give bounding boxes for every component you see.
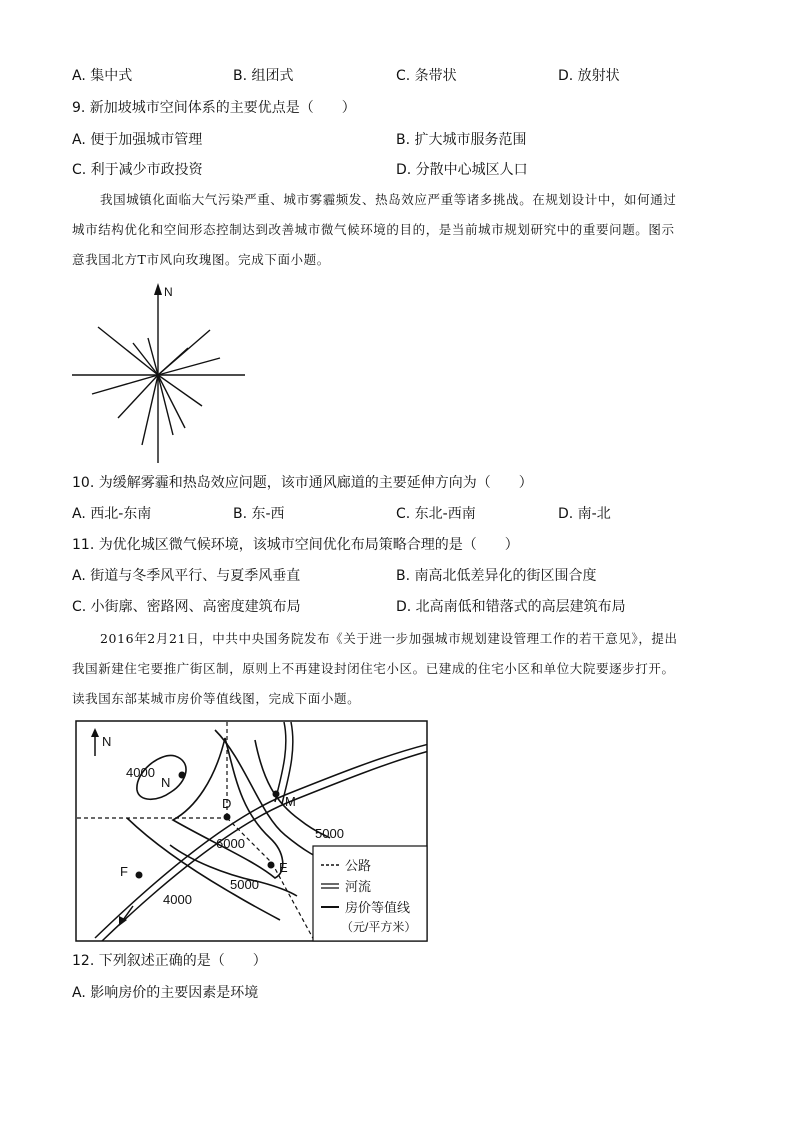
- passage-2: [72, 624, 722, 714]
- contour-label-6000: 6000: [216, 836, 245, 851]
- q9-option-a: A. 便于加强城市管理: [72, 132, 203, 148]
- passage-1-line-1: 我国城镇化面临大气污染严重、城市雾霾频发、热岛效应严重等诸多挑战。在规划设计中，如何通过: [100, 192, 677, 207]
- passage-1-line-3: 意我国北方T市风向玫瑰图。完成下面小题。: [72, 252, 330, 267]
- wind-rose-diagram: [60, 280, 260, 470]
- contour-label-5000-right: 5000: [315, 826, 344, 841]
- q12-stem: 12. 下列叙述正确的是（ ）: [72, 953, 267, 969]
- q8-option-c: C. 条带状: [396, 68, 457, 84]
- point-d-label: D: [222, 796, 232, 811]
- q10-option-d: D. 南-北: [558, 506, 611, 522]
- q8-option-d: D. 放射状: [558, 68, 620, 84]
- north-label: N: [164, 285, 173, 299]
- passage-1-line-2: 城市结构优化和空间形态控制达到改善城市微气候环境的目的，是当前城市规划研究中的重要问题。图示: [72, 222, 675, 237]
- map-north-label: N: [102, 734, 112, 749]
- q11-option-d: D. 北高南低和错落式的高层建筑布局: [396, 599, 626, 615]
- q11-option-c: C. 小街廓、密路网、高密度建筑布局: [72, 599, 301, 615]
- point-n-dot: [179, 772, 186, 779]
- q11-option-b: B. 南高北低差异化的街区围合度: [396, 568, 597, 584]
- house-price-map: [75, 720, 430, 944]
- passage-1: [72, 185, 722, 275]
- q10-option-c: C. 东北-西南: [396, 506, 476, 522]
- contour-label-5000-bottom: 5000: [230, 877, 259, 892]
- point-d-dot: [224, 814, 231, 821]
- point-e-dot: [268, 862, 275, 869]
- q12-option-a: A. 影响房价的主要因素是环境: [72, 985, 259, 1001]
- north-arrow-icon: [154, 283, 162, 295]
- q9-option-d: D. 分散中心城区人口: [396, 162, 528, 178]
- q9-stem: 9. 新加坡城市空间体系的主要优点是（ ）: [72, 100, 356, 116]
- map-legend: [313, 846, 427, 941]
- point-n-label: N: [161, 775, 171, 790]
- q10-stem: 10. 为缓解雾霾和热岛效应问题，该市通风廊道的主要延伸方向为（ ）: [72, 475, 533, 491]
- legend-river: 河流: [345, 879, 372, 894]
- passage-2-line-1: 2016年2月21日，中共中央国务院发布《关于进一步加强城市规划建设管理工作的若干意见》，提出: [100, 631, 678, 646]
- legend-road: 公路: [345, 858, 372, 873]
- point-e-label: E: [279, 860, 288, 875]
- legend-isoline: 房价等值线: [345, 900, 411, 915]
- passage-2-line-2: 我国新建住宅要推广街区制，原则上不再建设封闭住宅小区。已建成的住宅小区和单位大院要逐步打开。: [72, 661, 675, 676]
- q9-option-c: C. 利于减少市政投资: [72, 162, 203, 178]
- point-m-dot: [273, 791, 280, 798]
- q10-option-b: B. 东-西: [233, 506, 285, 522]
- q11-option-a: A. 街道与冬季风平行、与夏季风垂直: [72, 568, 301, 584]
- contour-label-4000-top: 4000: [126, 765, 155, 780]
- q8-option-b: B. 组团式: [233, 68, 294, 84]
- q10-option-a: A. 西北-东南: [72, 506, 152, 522]
- wind-rose-spokes: [72, 283, 245, 463]
- contour-label-4000-bottom: 4000: [163, 892, 192, 907]
- point-f-dot: [136, 872, 143, 879]
- legend-unit: （元/平方米）: [341, 920, 417, 934]
- q8-option-a: A. 集中式: [72, 68, 133, 84]
- q11-stem: 11. 为优化城区微气候环境，该城市空间优化布局策略合理的是（ ）: [72, 537, 519, 553]
- point-f-label: F: [120, 864, 128, 879]
- passage-2-line-3: 读我国东部某城市房价等值线图，完成下面小题。: [72, 691, 361, 706]
- q9-option-b: B. 扩大城市服务范围: [396, 132, 527, 148]
- point-m-label: M: [285, 794, 296, 809]
